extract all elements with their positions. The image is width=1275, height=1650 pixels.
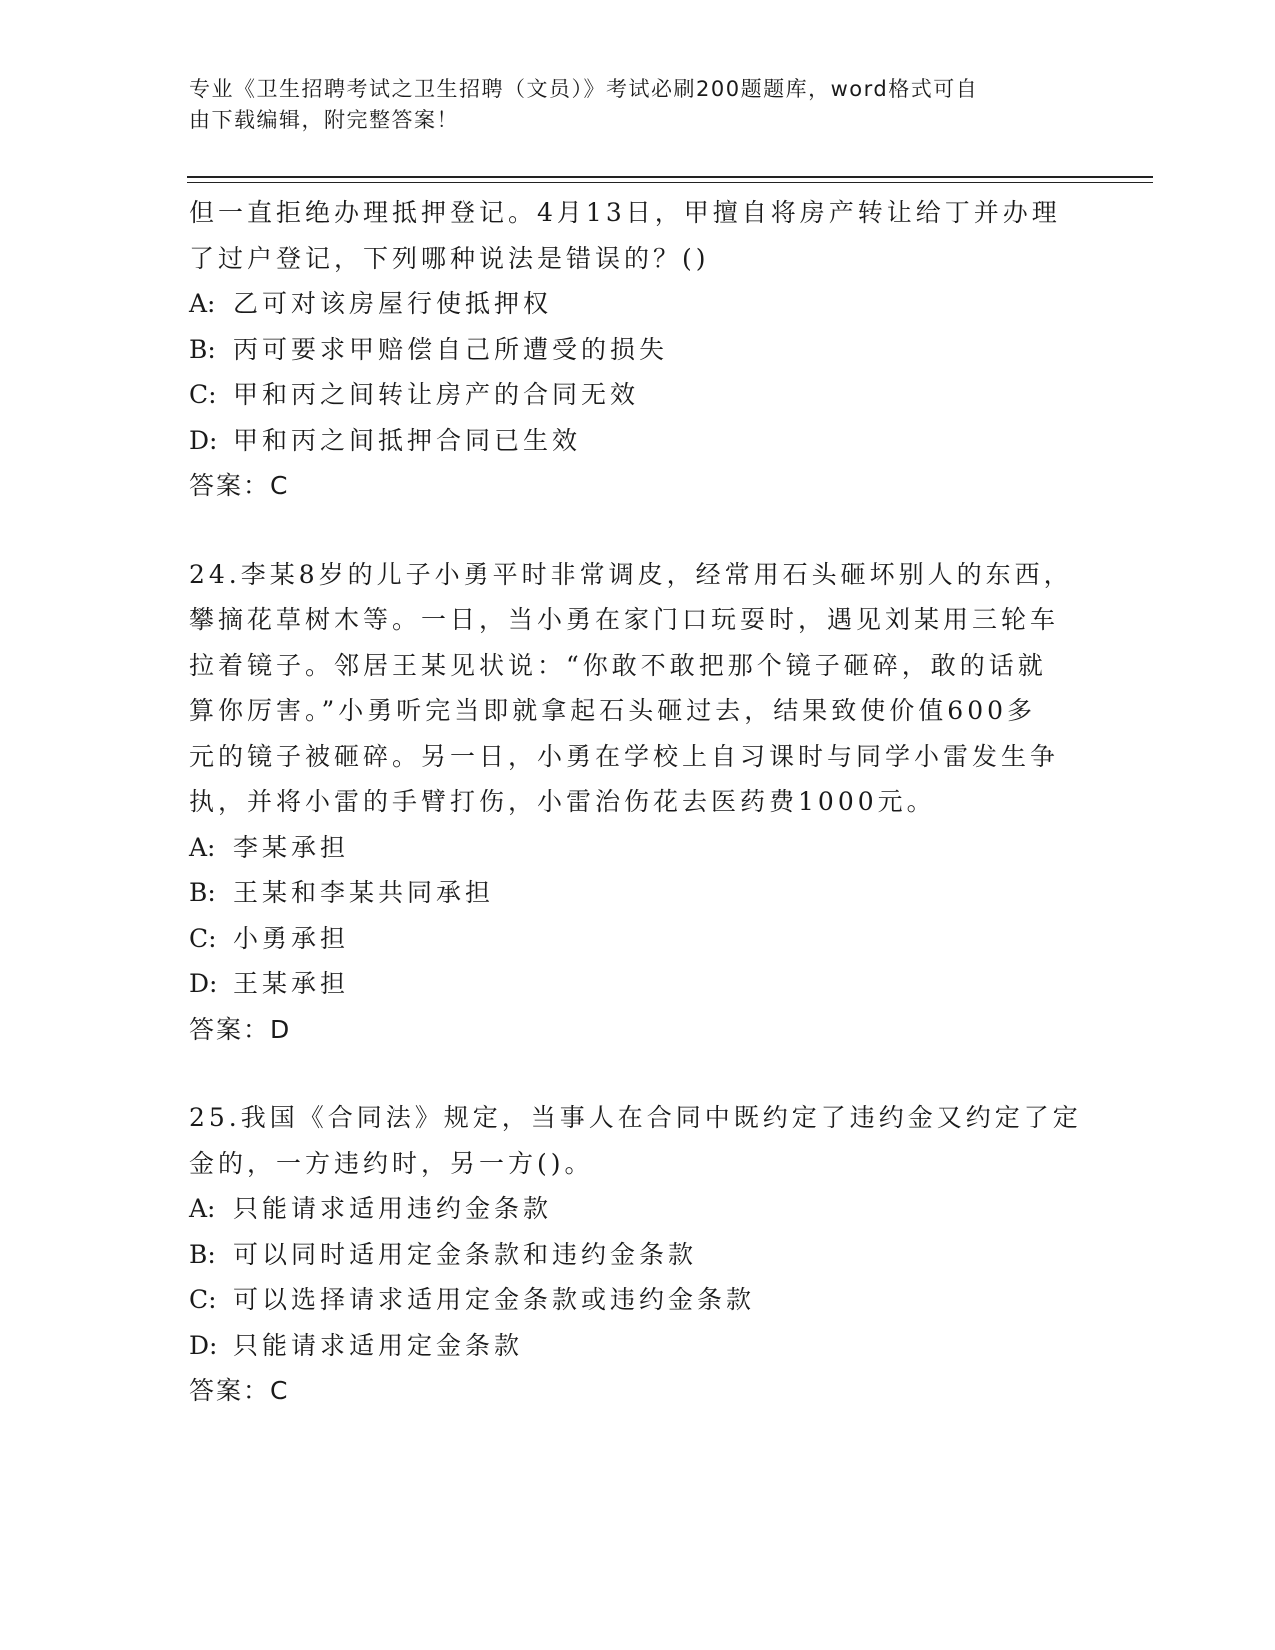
option-text: 小勇承担 [233, 923, 350, 953]
option-key: B: [189, 878, 216, 907]
option-text: 甲和丙之间转让房产的合同无效 [233, 380, 640, 409]
option-text: 只能请求适用定金条款 [233, 1330, 524, 1360]
question-item [189, 1095, 1089, 1414]
option-text: 李某承担 [233, 832, 350, 862]
option-key: C: [189, 923, 217, 953]
option-key: B: [189, 1239, 216, 1269]
option-a [189, 281, 1089, 327]
option-d [189, 418, 1089, 464]
option-c [189, 372, 1089, 418]
option-key: A: [189, 289, 216, 318]
option-key: D: [189, 969, 218, 998]
question-stem-line: 元的镜子被砸碎。另一日，小勇在学校上自习课时与同学小雷发生争 [189, 741, 1060, 771]
option-text: 乙可对该房屋行使抵押权 [233, 289, 553, 318]
question-stem-line: 执，并将小雷的手臂打伤，小雷治伤花去医药费1000元。 [189, 787, 936, 816]
header-line-1: 专业《卫生招聘考试之卫生招聘（文员）》考试必刷200题题库，word格式可自 [189, 77, 979, 101]
question-stem-line: 拉着镜子。邻居王某见状说：“你敢不敢把那个镜子砸碎，敢的话就 [189, 650, 1047, 680]
header-divider-thin [187, 182, 1153, 183]
option-key: D: [189, 1330, 218, 1360]
option-b [189, 327, 1089, 373]
question-stem-line: 金的，一方违约时，另一方()。 [189, 1148, 594, 1178]
question-stem-line: 算你厉害。”小勇听完当即就拿起石头砸过去，结果致使价值600多 [189, 696, 1037, 725]
option-a [189, 825, 1089, 871]
option-d [189, 961, 1089, 1007]
question-stem-line: 攀摘花草树木等。一日，当小勇在家门口玩耍时，遇见刘某用三轮车 [189, 605, 1060, 634]
option-key: A: [189, 832, 216, 862]
question-stem-line: 但一直拒绝办理抵押登记。4月13日，甲擅自将房产转让给丁并办理 [189, 198, 1061, 227]
question-stem-line: 24.李某8岁的儿子小勇平时非常调皮，经常用石头砸坏别人的东西， [189, 559, 1073, 589]
option-text: 甲和丙之间抵押合同已生效 [233, 425, 582, 455]
option-d [189, 1323, 1089, 1369]
answer-line: 答案：D [189, 1014, 292, 1044]
question-stem-line: 25.我国《合同法》规定，当事人在合同中既约定了违约金又约定了定 [189, 1103, 1082, 1132]
option-b [189, 1232, 1089, 1278]
option-key: A: [189, 1194, 216, 1223]
option-text: 王某承担 [233, 969, 350, 998]
question-stem-line: 了过户登记，下列哪种说法是错误的？() [189, 243, 710, 273]
option-text: 可以同时适用定金条款和违约金条款 [233, 1239, 698, 1269]
question-list [189, 190, 1089, 1414]
option-text: 丙可要求甲赔偿自己所遭受的损失 [233, 334, 669, 364]
option-text: 只能请求适用违约金条款 [233, 1194, 553, 1223]
question-item [189, 552, 1089, 1053]
answer-line: 答案：C [189, 471, 290, 500]
option-a [189, 1186, 1089, 1232]
option-text: 可以选择请求适用定金条款或违约金条款 [233, 1285, 756, 1314]
option-c [189, 916, 1089, 962]
option-b [189, 870, 1089, 916]
header-line-2: 由下载编辑，附完整答案！ [189, 108, 459, 132]
document-header [189, 74, 1069, 136]
answer-line: 答案：C [189, 1376, 290, 1405]
question-item [189, 190, 1089, 509]
option-key: B: [189, 334, 216, 364]
option-key: C: [189, 380, 217, 409]
option-text: 王某和李某共同承担 [233, 878, 495, 907]
option-key: C: [189, 1285, 217, 1314]
option-key: D: [189, 425, 218, 455]
option-c [189, 1277, 1089, 1323]
header-divider-thick [187, 176, 1153, 178]
